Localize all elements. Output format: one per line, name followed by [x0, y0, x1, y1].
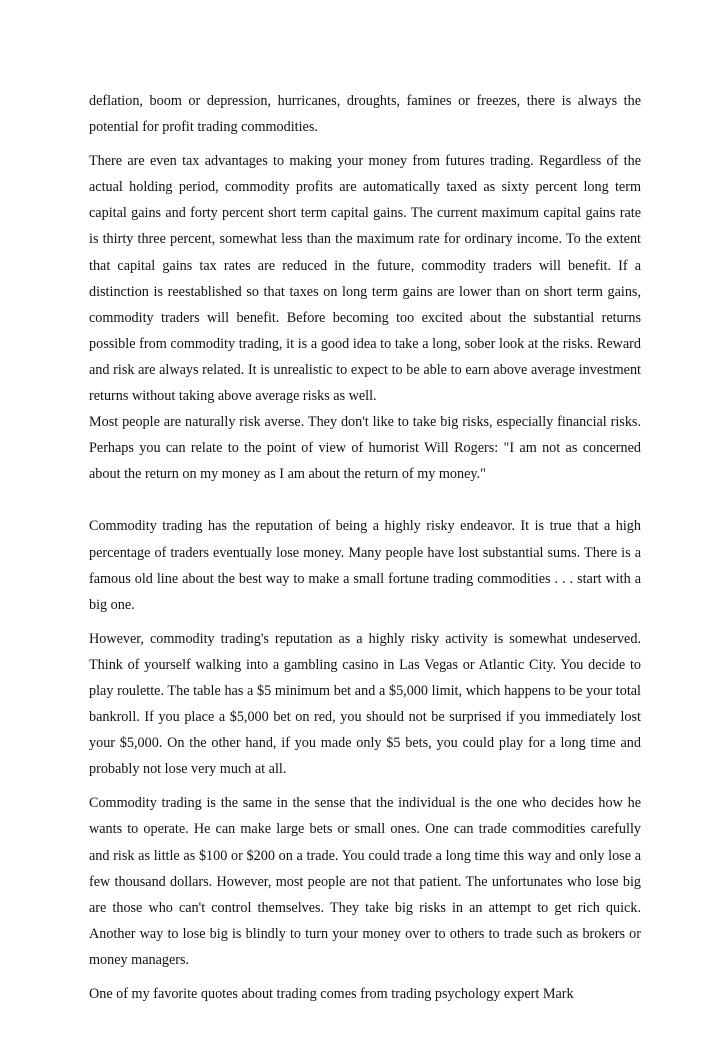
- paragraph-reputation: Commodity trading has the reputation of being a highly risky endeavor. It is true that a high percentage of traders eventually lose money. Many people have lost substantial sums. There is a famous old line about the best way to make a small fortune trading commodities . . . start with a big one.: [89, 518, 641, 613]
- paragraph-risk-averse: Most people are naturally risk averse. They don't like to take big risks, especially financial risks. Perhaps you can relate to the point of view of humorist Will Rogers: "I am not as concerned about the return on my money as I am about the return of my money.": [89, 414, 641, 483]
- paragraph-deflation: deflation, boom or depression, hurricanes, droughts, famines or freezes, there is always the potential for profit trading commodities.: [89, 93, 641, 136]
- paragraph-roulette: However, commodity trading's reputation as a highly risky activity is somewhat undeserved. Think of yourself walking into a gambling casino in Las Vegas or Atlantic City. You decide to play roulette. The table has a $5 minimum bet and a $5,000 limit, which happens to be your total bankroll. If you place a $5,000 bet on red, you should not be surprised if you immediately lost your $5,000. On the other hand, if you made only $5 bets, you could play for a long time and probably not lose very much at all.: [89, 630, 641, 778]
- paragraph-favorite-quote: One of my favorite quotes about trading comes from trading psychology expert Mark: [89, 986, 574, 1002]
- document-body: [89, 88, 641, 1007]
- paragraph-tax-advantages: There are even tax advantages to making your money from futures trading. Regardless of the actual holding period, commodity profits are automatically taxed as sixty percent long term capital gains and forty percent short term capital gains. The current maximum capital gains rate is thirty three percent, somewhat less than the maximum rate for ordinary income. To the extent that capital gains tax rates are reduced in the future, commodity traders will benefit. If a distinction is reestablished so that taxes on long term gains are lower than on short term gains, commodity traders will benefit. Before becoming too excited about the substantial returns possible from commodity trading, it is a good idea to take a long, sober look at the risks. Reward and risk are always related. It is unrealistic to expect to be able to earn above average investment returns without taking above average risks as well.: [89, 153, 641, 405]
- paragraph-individual-decides: Commodity trading is the same in the sense that the individual is the one who decides how he wants to operate. He can make large bets or small ones. One can trade commodities carefully and risk as little as $100 or $200 on a trade. You could trade a long time this way and only lose a few thousand dollars. However, most people are not that patient. The unfortunates who lose big are those who can't control themselves. They take big risks in an attempt to get rich quick. Another way to lose big is blindly to turn your money over to others to trade such as brokers or money managers.: [89, 795, 641, 968]
